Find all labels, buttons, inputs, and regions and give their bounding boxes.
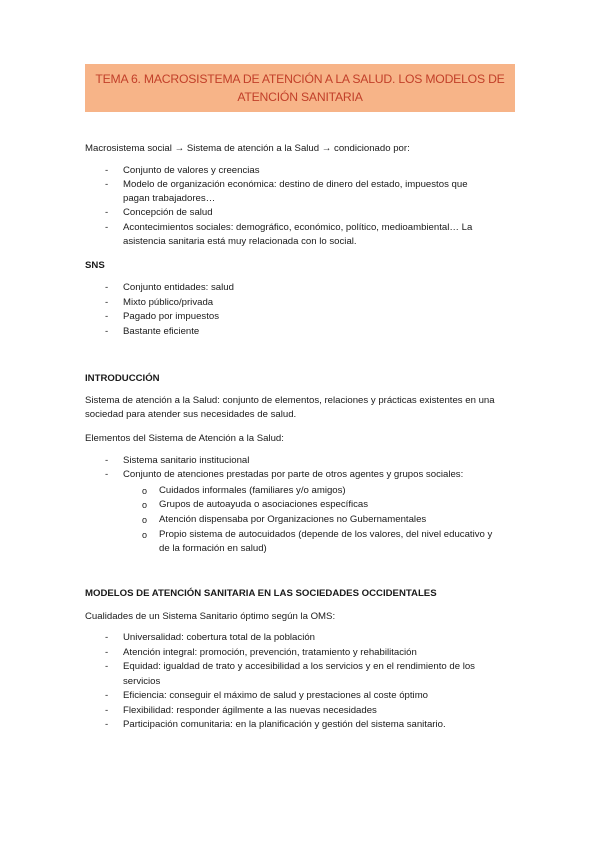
bullet-dash: - xyxy=(105,719,109,730)
sublist-item-cont: de la formación en salud) xyxy=(159,543,267,554)
title-line: TEMA 6. MACROSISTEMA DE ATENCIÓN A LA SALUD. LOS MODELOS DE xyxy=(95,72,505,86)
sns-heading: SNS xyxy=(85,260,105,271)
intro-paragraph-line: sociedad para atender sus necesidades de salud. xyxy=(85,409,297,420)
introduccion-heading: INTRODUCCIÓN xyxy=(85,373,160,384)
bullet-dash: - xyxy=(105,282,109,293)
bullet-dash: - xyxy=(105,326,109,337)
sublist-item: Cuidados informales (familiares y/o amigos) xyxy=(159,485,346,496)
list-item: Equidad: igualdad de trato y accesibilidad a los servicios y en el rendimiento de los xyxy=(123,661,475,672)
bullet-dash: - xyxy=(105,705,109,716)
bullet-circle: o xyxy=(142,515,148,525)
elementos-line: Elementos del Sistema de Atención a la Salud: xyxy=(85,433,284,444)
list-item: Flexibilidad: responder ágilmente a las nuevas necesidades xyxy=(123,705,377,716)
bullet-dash: - xyxy=(105,632,109,643)
list-item: Atención integral: promoción, prevención, tratamiento y rehabilitación xyxy=(123,647,417,658)
bullet-dash: - xyxy=(105,690,109,701)
list-item: Bastante eficiente xyxy=(123,326,200,337)
bullet-dash: - xyxy=(105,207,109,218)
title-banner xyxy=(85,64,515,112)
bullet-dash: - xyxy=(105,297,109,308)
bullet-circle: o xyxy=(142,486,148,496)
title-line: ATENCIÓN SANITARIA xyxy=(237,90,363,104)
intro-line: Macrosistema social → Sistema de atención a la Salud → condicionado por: xyxy=(85,143,410,154)
bullet-dash: - xyxy=(105,165,109,176)
list-item: Mixto público/privada xyxy=(123,297,214,308)
bullet-dash: - xyxy=(105,661,109,672)
bullet-dash: - xyxy=(105,469,109,480)
list-item: Modelo de organización económica: destino de dinero del estado, impuestos que xyxy=(123,179,468,190)
list-item: Universalidad: cobertura total de la población xyxy=(123,632,315,643)
list-item: Concepción de salud xyxy=(123,207,213,218)
list-item: Sistema sanitario institucional xyxy=(123,455,250,466)
sublist-item: Propio sistema de autocuidados (depende de los valores, del nivel educativo y xyxy=(159,529,493,540)
list-item-cont: asistencia sanitaria está muy relacionada con lo social. xyxy=(123,236,357,247)
list-item: Conjunto de valores y creencias xyxy=(123,165,260,176)
list-item: Eficiencia: conseguir el máximo de salud y prestaciones al coste óptimo xyxy=(123,690,429,701)
bullet-dash: - xyxy=(105,222,109,233)
list-item: Conjunto entidades: salud xyxy=(123,282,234,293)
bullet-circle: o xyxy=(142,500,148,510)
bullet-dash: - xyxy=(105,311,109,322)
bullet-dash: - xyxy=(105,647,109,658)
bullet-circle: o xyxy=(142,530,148,540)
sublist-item: Atención dispensaba por Organizaciones no Gubernamentales xyxy=(159,514,427,525)
list-item: Conjunto de atenciones prestadas por parte de otros agentes y grupos sociales: xyxy=(123,469,464,480)
intro-paragraph-line: Sistema de atención a la Salud: conjunto de elementos, relaciones y prácticas existentes en una xyxy=(85,395,495,406)
sublist-item: Grupos de autoayuda o asociaciones específicas xyxy=(159,499,369,510)
list-item: Participación comunitaria: en la planificación y gestión del sistema sanitario. xyxy=(123,719,446,730)
bullet-dash: - xyxy=(105,455,109,466)
list-item: Acontecimientos sociales: demográfico, económico, político, medioambiental… La xyxy=(123,222,473,233)
list-item-cont: pagan trabajadores… xyxy=(123,193,216,204)
modelos-heading: MODELOS DE ATENCIÓN SANITARIA EN LAS SOCIEDADES OCCIDENTALES xyxy=(85,588,437,599)
cualidades-line: Cualidades de un Sistema Sanitario óptimo según la OMS: xyxy=(85,611,336,622)
bullet-dash: - xyxy=(105,179,109,190)
list-item-cont: servicios xyxy=(123,676,161,687)
list-item: Pagado por impuestos xyxy=(123,311,219,322)
